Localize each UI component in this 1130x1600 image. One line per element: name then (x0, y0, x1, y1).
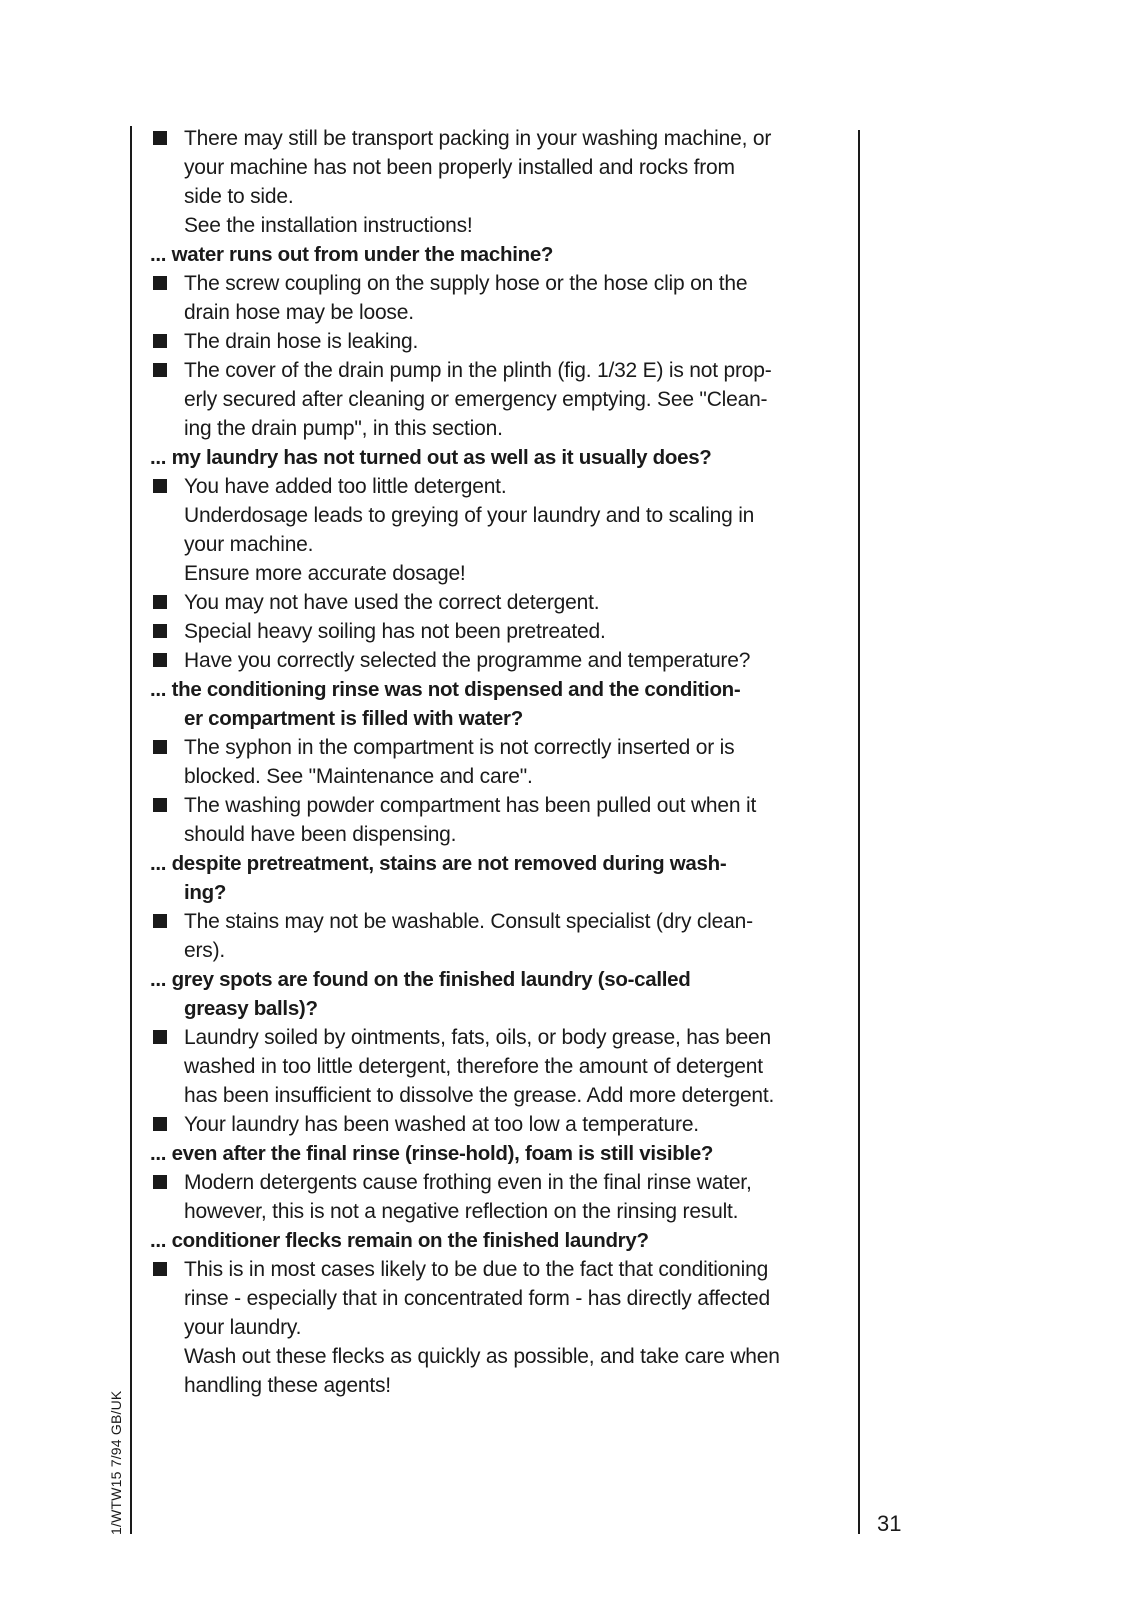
line-text: handling these agents! (184, 1374, 391, 1397)
line-text: ers). (184, 939, 226, 962)
line-text: erly secured after cleaning or emergency emptying. See "Clean- (184, 388, 768, 411)
line-text: washed in too little detergent, therefore the amount of detergent (184, 1055, 763, 1078)
bullet-item (150, 124, 838, 153)
question-heading (150, 1226, 838, 1255)
line-text: ... even after the final rinse (rinse-hold), foam is still visible? (150, 1142, 714, 1165)
page-number: 31 (877, 1511, 902, 1536)
line-text: ... my laundry has not turned out as well as it usually does? (150, 446, 712, 469)
bullet-item (150, 1110, 838, 1139)
bullet-item (150, 617, 838, 646)
question-heading-continuation (150, 878, 838, 907)
text-line (150, 1313, 838, 1342)
line-text: has been insufficient to dissolve the grease. Add more detergent. (184, 1084, 775, 1107)
text-line (150, 1052, 838, 1081)
square-bullet-icon (153, 131, 167, 145)
bullet-item (150, 733, 838, 762)
line-text: There may still be transport packing in your washing machine, or (184, 127, 772, 150)
text-line (150, 298, 838, 327)
line-text: rinse - especially that in concentrated form - has directly affected (184, 1287, 770, 1310)
text-line (150, 936, 838, 965)
document-code: 1/WTW15 7/94 GB/UK (108, 1390, 124, 1535)
text-line (150, 1197, 838, 1226)
bullet-item (150, 791, 838, 820)
line-text: Laundry soiled by ointments, fats, oils, or body grease, has been (184, 1026, 772, 1049)
text-line (150, 153, 838, 182)
question-heading-continuation (150, 994, 838, 1023)
question-heading (150, 849, 838, 878)
text-line (150, 1081, 838, 1110)
text-line (150, 414, 838, 443)
bullet-item (150, 327, 838, 356)
left-margin-rule (130, 126, 132, 1534)
square-bullet-icon (153, 624, 167, 638)
square-bullet-icon (153, 1117, 167, 1131)
square-bullet-icon (153, 595, 167, 609)
line-text: The syphon in the compartment is not correctly inserted or is (184, 736, 735, 759)
line-text: ... despite pretreatment, stains are not removed during wash- (150, 852, 727, 875)
bullet-item (150, 472, 838, 501)
square-bullet-icon (153, 1030, 167, 1044)
square-bullet-icon (153, 276, 167, 290)
line-text: See the installation instructions! (184, 214, 473, 237)
square-bullet-icon (153, 1262, 167, 1276)
line-text: ... conditioner flecks remain on the finished laundry? (150, 1229, 649, 1252)
text-line (150, 211, 838, 240)
line-text: ... the conditioning rinse was not dispensed and the condition- (150, 678, 741, 701)
square-bullet-icon (153, 1175, 167, 1189)
line-text: The cover of the drain pump in the plinth (fig. 1/32 E) is not prop- (184, 359, 772, 382)
line-text: Underdosage leads to greying of your laundry and to scaling in (184, 504, 755, 527)
text-line (150, 820, 838, 849)
square-bullet-icon (153, 914, 167, 928)
line-text: The washing powder compartment has been pulled out when it (184, 794, 757, 817)
question-heading (150, 965, 838, 994)
question-heading (150, 443, 838, 472)
line-text: Wash out these flecks as quickly as possible, and take care when (184, 1345, 780, 1368)
text-line (150, 1342, 838, 1371)
bullet-item (150, 1255, 838, 1284)
line-text: You have added too little detergent. (184, 475, 507, 498)
bullet-item (150, 907, 838, 936)
line-text: ing? (184, 881, 227, 904)
line-text: ... water runs out from under the machine? (150, 243, 554, 266)
line-text: Have you correctly selected the programme and temperature? (184, 649, 751, 672)
question-heading-continuation (150, 704, 838, 733)
question-heading (150, 1139, 838, 1168)
line-text: Modern detergents cause frothing even in the final rinse water, (184, 1171, 752, 1194)
square-bullet-icon (153, 740, 167, 754)
bullet-item (150, 356, 838, 385)
text-line (150, 559, 838, 588)
line-text: ... grey spots are found on the finished laundry (so-called (150, 968, 691, 991)
square-bullet-icon (153, 798, 167, 812)
line-text: drain hose may be loose. (184, 301, 414, 324)
line-text: The drain hose is leaking. (184, 330, 419, 353)
square-bullet-icon (153, 653, 167, 667)
text-line (150, 385, 838, 414)
bullet-item (150, 269, 838, 298)
text-line (150, 182, 838, 211)
line-text: your machine has not been properly installed and rocks from (184, 156, 735, 179)
text-line (150, 1371, 838, 1400)
line-text: The screw coupling on the supply hose or the hose clip on the (184, 272, 748, 295)
line-text: The stains may not be washable. Consult specialist (dry clean- (184, 910, 753, 933)
text-line (150, 530, 838, 559)
text-line (150, 762, 838, 791)
line-text: your laundry. (184, 1316, 302, 1339)
square-bullet-icon (153, 334, 167, 348)
line-text: You may not have used the correct detergent. (184, 591, 600, 614)
line-text: This is in most cases likely to be due to the fact that conditioning (184, 1258, 769, 1281)
troubleshooting-text (150, 124, 838, 1400)
line-text: should have been dispensing. (184, 823, 457, 846)
line-text: Ensure more accurate dosage! (184, 562, 466, 585)
bullet-item (150, 646, 838, 675)
text-line (150, 501, 838, 530)
text-line (150, 1284, 838, 1313)
square-bullet-icon (153, 479, 167, 493)
bullet-item (150, 1023, 838, 1052)
line-text: greasy balls)? (184, 997, 318, 1020)
question-heading (150, 675, 838, 704)
line-text: Your laundry has been washed at too low a temperature. (184, 1113, 699, 1136)
bullet-item (150, 1168, 838, 1197)
square-bullet-icon (153, 363, 167, 377)
line-text: your machine. (184, 533, 314, 556)
question-heading (150, 240, 838, 269)
line-text: er compartment is filled with water? (184, 707, 523, 730)
line-text: side to side. (184, 185, 294, 208)
line-text: blocked. See "Maintenance and care". (184, 765, 533, 788)
line-text: ing the drain pump", in this section. (184, 417, 503, 440)
line-text: however, this is not a negative reflection on the rinsing result. (184, 1200, 739, 1223)
right-margin-rule (858, 130, 860, 1534)
bullet-item (150, 588, 838, 617)
line-text: Special heavy soiling has not been pretreated. (184, 620, 606, 643)
